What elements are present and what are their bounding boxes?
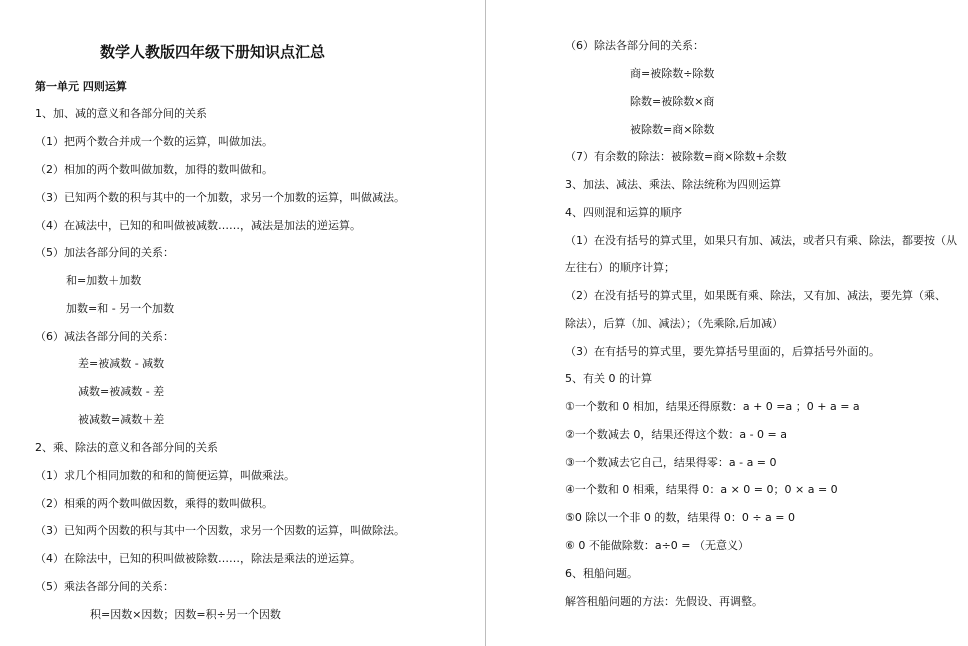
text-line: ②一个数减去 0，结果还得这个数：a - 0 = a xyxy=(565,428,788,441)
section-heading: 4、四则混和运算的顺序 xyxy=(565,206,682,219)
text-line: ⑤0 除以一个非 0 的数，结果得 0：0 ÷ a = 0 xyxy=(565,511,796,524)
text-line: （3）已知两个因数的积与其中一个因数，求另一个因数的运算，叫做除法。 xyxy=(35,524,405,537)
text-line: （5）乘法各部分间的关系： xyxy=(35,580,174,593)
text-line: （5）加法各部分间的关系： xyxy=(35,246,174,259)
section-heading: 2、乘、除法的意义和各部分间的关系 xyxy=(35,441,218,454)
section-heading: 5、有关 0 的计算 xyxy=(565,372,652,385)
text-line: （4）在除法中，已知的积叫做被除数……，除法是乘法的逆运算。 xyxy=(35,552,361,565)
formula-line: 减数=被减数 - 差 xyxy=(78,385,165,398)
section-heading: 3、加法、减法、乘法、除法统称为四则运算 xyxy=(565,178,781,191)
text-line: （2）相加的两个数叫做加数，加得的数叫做和。 xyxy=(35,163,273,176)
text-line: （1）在没有括号的算式里，如果只有加、减法，或者只有乘、除法，都要按（从 xyxy=(565,234,957,247)
document-title: 数学人教版四年级下册知识点汇总 xyxy=(100,43,326,61)
text-line: （7）有余数的除法：被除数=商×除数+余数 xyxy=(565,150,787,163)
formula-line: 商=被除数÷除数 xyxy=(630,67,715,80)
formula-line: 差=被减数 - 减数 xyxy=(78,357,165,370)
text-line: ①一个数和 0 相加，结果还得原数：a + 0 =a ；0 + a = a xyxy=(565,400,860,413)
text-line: （1）求几个相同加数的和和的简便运算，叫做乘法。 xyxy=(35,469,295,482)
text-line: （2）相乘的两个数叫做因数，乘得的数叫做积。 xyxy=(35,497,273,510)
section-heading: 1、加、减的意义和各部分间的关系 xyxy=(35,107,207,120)
text-line: 左往右）的顺序计算； xyxy=(565,261,675,274)
text-line: （2）在没有括号的算式里，如果既有乘、除法，又有加、减法，要先算（乘、 xyxy=(565,289,946,302)
formula-line: 被减数=减数＋差 xyxy=(78,413,165,426)
text-line: 解答租船问题的方法：先假设、再调整。 xyxy=(565,595,763,608)
text-line: ③一个数减去它自己，结果得零：a - a = 0 xyxy=(565,456,777,469)
formula-line: 被除数=商×除数 xyxy=(630,123,715,136)
text-line: （3）在有括号的算式里，要先算括号里面的，后算括号外面的。 xyxy=(565,345,880,358)
text-line: （3）已知两个数的积与其中的一个加数，求另一个加数的运算，叫做减法。 xyxy=(35,191,405,204)
formula-line: 除数=被除数×商 xyxy=(630,95,715,108)
unit-heading: 第一单元 四则运算 xyxy=(35,80,127,93)
formula-line: 加数=和 - 另一个加数 xyxy=(66,302,175,315)
page-divider xyxy=(485,0,486,646)
formula-line: 和=加数＋加数 xyxy=(66,274,142,287)
text-line: ④一个数和 0 相乘，结果得 0：a × 0 = 0；0 × a = 0 xyxy=(565,483,838,496)
formula-line: 积=因数×因数；因数=积÷另一个因数 xyxy=(90,608,281,621)
section-heading: 6、租船问题。 xyxy=(565,567,638,580)
text-line: （4）在减法中，已知的和叫做被减数……，减法是加法的逆运算。 xyxy=(35,219,361,232)
text-line: （6）除法各部分间的关系： xyxy=(565,39,704,52)
text-line: （1）把两个数合并成一个数的运算，叫做加法。 xyxy=(35,135,273,148)
text-line: （6）减法各部分间的关系： xyxy=(35,330,174,343)
text-line: 除法），后算（加、减法）；（先乘除,后加减） xyxy=(565,317,783,330)
text-line: ⑥ 0 不能做除数：a÷0 = （无意义） xyxy=(565,539,750,552)
